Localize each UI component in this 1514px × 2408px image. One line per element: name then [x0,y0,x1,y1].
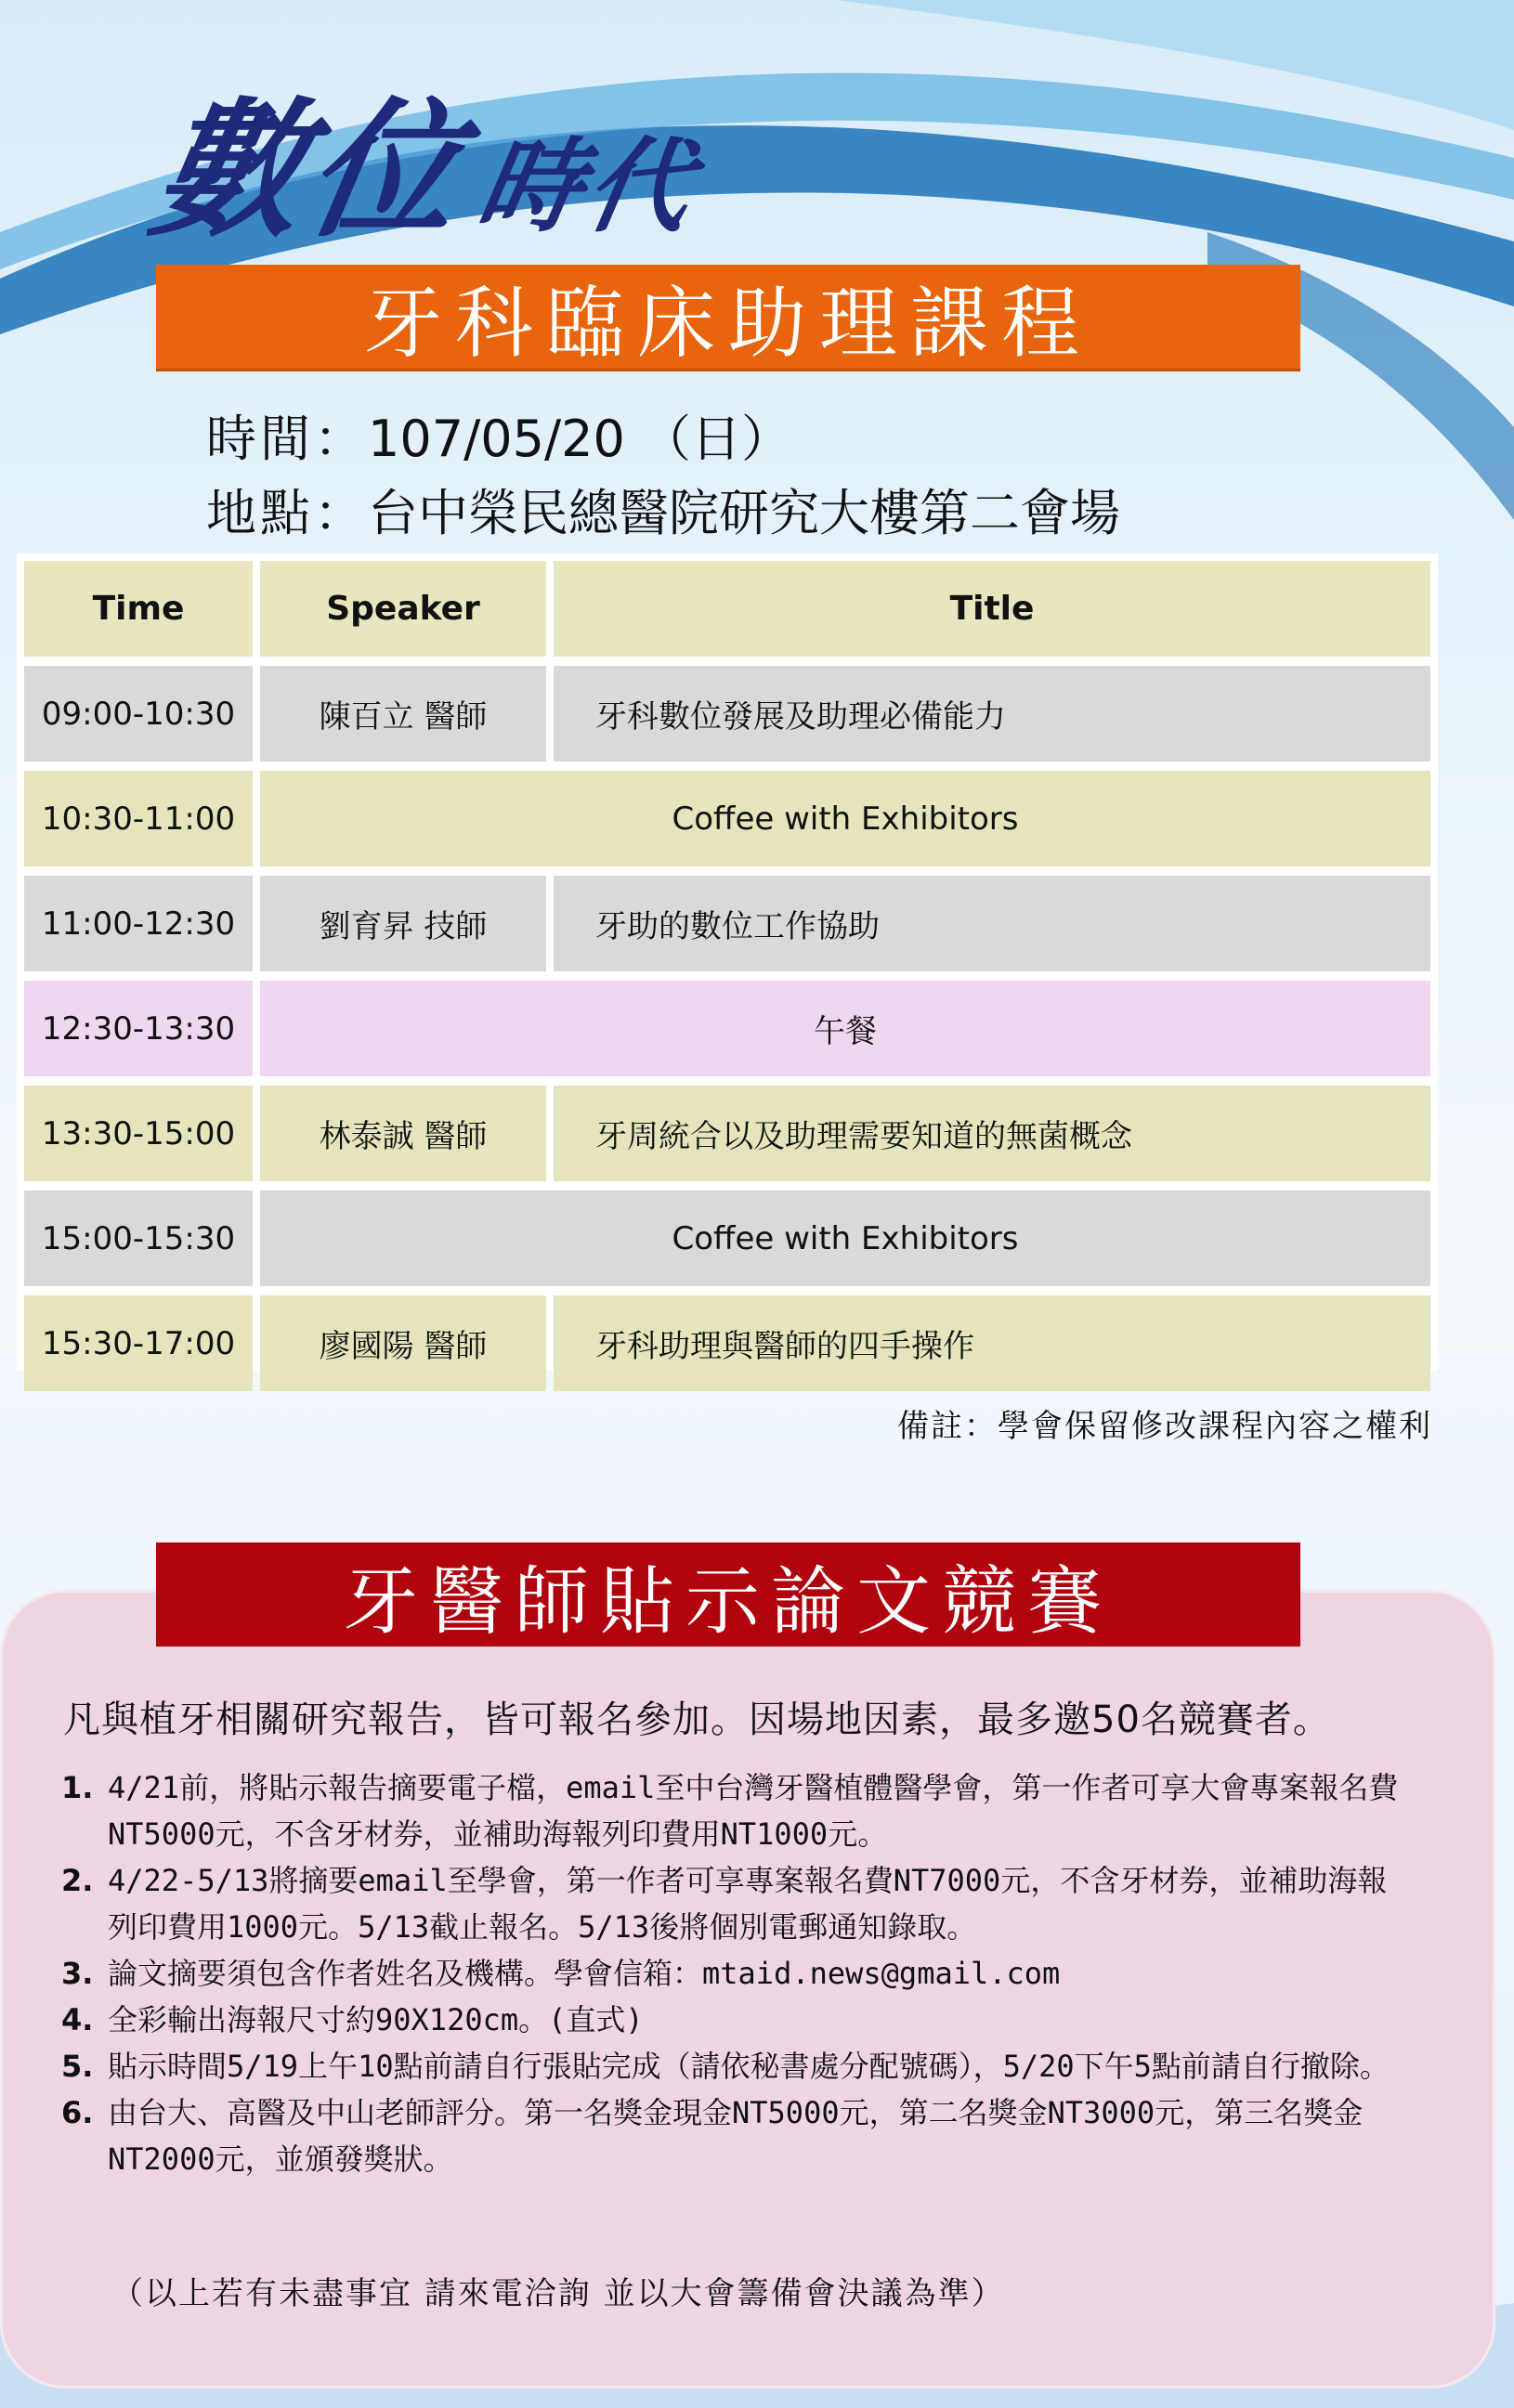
schedule-row [24,666,1430,761]
rule-text: 論文摘要須包含作者姓名及機構。學會信箱：mtaid.news@gmail.com [108,1956,1061,1991]
rule-number: 5. [61,2049,94,2084]
row-time: 12:30-13:30 [24,981,253,1076]
row-speaker: 廖國陽 醫師 [260,1295,546,1391]
row-title: 牙周統合以及助理需要知道的無菌概念 [554,1086,1430,1181]
row-title: 牙助的數位工作協助 [554,876,1430,971]
row-time: 15:30-17:00 [24,1295,253,1391]
row-lunch: 午餐 [260,981,1430,1076]
main-title-big: 數位 [140,83,480,257]
schedule-header-row [24,561,1430,657]
contest-banner: 牙醫師貼示論文競賽 [156,1542,1300,1647]
row-title: 牙科助理與醫師的四手操作 [554,1295,1430,1391]
time-label: 時間： [206,410,368,468]
rule-item [61,1857,1408,1950]
main-title [139,51,720,265]
place-label: 地點： [206,484,368,542]
row-speaker: 陳百立 醫師 [260,666,546,761]
contest-footer: （以上若有未盡事宜 請來電洽詢 並以大會籌備會決議為準） [111,2275,1005,2312]
column-header-speaker: Speaker [260,561,546,657]
rule-text: 4/22-5/13將摘要email至學會，第一作者可享專案報名費NT7000元，不含牙材券，並補助海報列印費用1000元。5/13截止報名。5/13後將個別電郵通知錄取。 [108,1863,1388,1945]
schedule-row [24,1295,1430,1391]
schedule-row [24,771,1430,866]
schedule-note: 備註：學會保留修改課程內容之權利 [897,1408,1432,1445]
schedule-row [24,1086,1430,1181]
rule-number: 1. [61,1770,94,1805]
place-value: 台中榮民總醫院研究大樓第二會場 [368,484,1120,542]
rule-item [61,1997,1408,2043]
rule-text: 4/21前，將貼示報告摘要電子檔，email至中台灣牙醫植體醫學會，第一作者可享大會專案報名費NT5000元，不含牙材券，並補助海報列印費用NT1000元。 [108,1770,1399,1852]
rule-item [61,1764,1408,1857]
contest-rules [61,1764,1408,2182]
row-time: 11:00-12:30 [24,876,253,971]
schedule-row [24,1191,1430,1286]
rule-number: 2. [61,1863,94,1898]
rule-text: 由台大、高醫及中山老師評分。第一名獎金現金NT5000元，第二名獎金NT3000元，第三名獎金NT2000元，並頒發獎狀。 [108,2095,1364,2177]
event-time [206,399,791,471]
row-speaker: 林泰誠 醫師 [260,1086,546,1181]
rule-number: 4. [61,2002,94,2037]
row-break: Coffee with Exhibitors [260,1191,1430,1286]
column-header-time: Time [24,561,253,657]
schedule-row [24,981,1430,1076]
main-title-small: 時代 [469,126,707,246]
schedule-row [24,876,1430,971]
rule-text: 全彩輸出海報尺寸約90X120cm。(直式) [108,2002,644,2037]
course-banner: 牙科臨床助理課程 [156,265,1300,369]
rule-text: 貼示時間5/19上午10點前請自行張貼完成（請依秘書處分配號碼），5/20下午5點前請自行撤除。 [108,2049,1390,2084]
event-place [206,474,1120,545]
rule-item [61,2089,1408,2182]
column-header-title: Title [554,561,1430,657]
row-time: 09:00-10:30 [24,666,253,761]
rule-item [61,1950,1408,1997]
rule-number: 3. [61,1956,94,1991]
time-value: 107/05/20 （日） [368,410,792,468]
contest-intro: 凡與植牙相關研究報告，皆可報名參加。因場地因素，最多邀50名競賽者。 [63,1699,1331,1741]
row-break: Coffee with Exhibitors [260,771,1430,866]
rule-number: 6. [61,2095,94,2130]
row-time: 13:30-15:00 [24,1086,253,1181]
row-time: 15:00-15:30 [24,1191,253,1286]
row-time: 10:30-11:00 [24,771,253,866]
schedule-table [17,553,1438,1371]
row-speaker: 劉育昇 技師 [260,876,546,971]
row-title: 牙科數位發展及助理必備能力 [554,666,1430,761]
rule-item [61,2043,1408,2089]
